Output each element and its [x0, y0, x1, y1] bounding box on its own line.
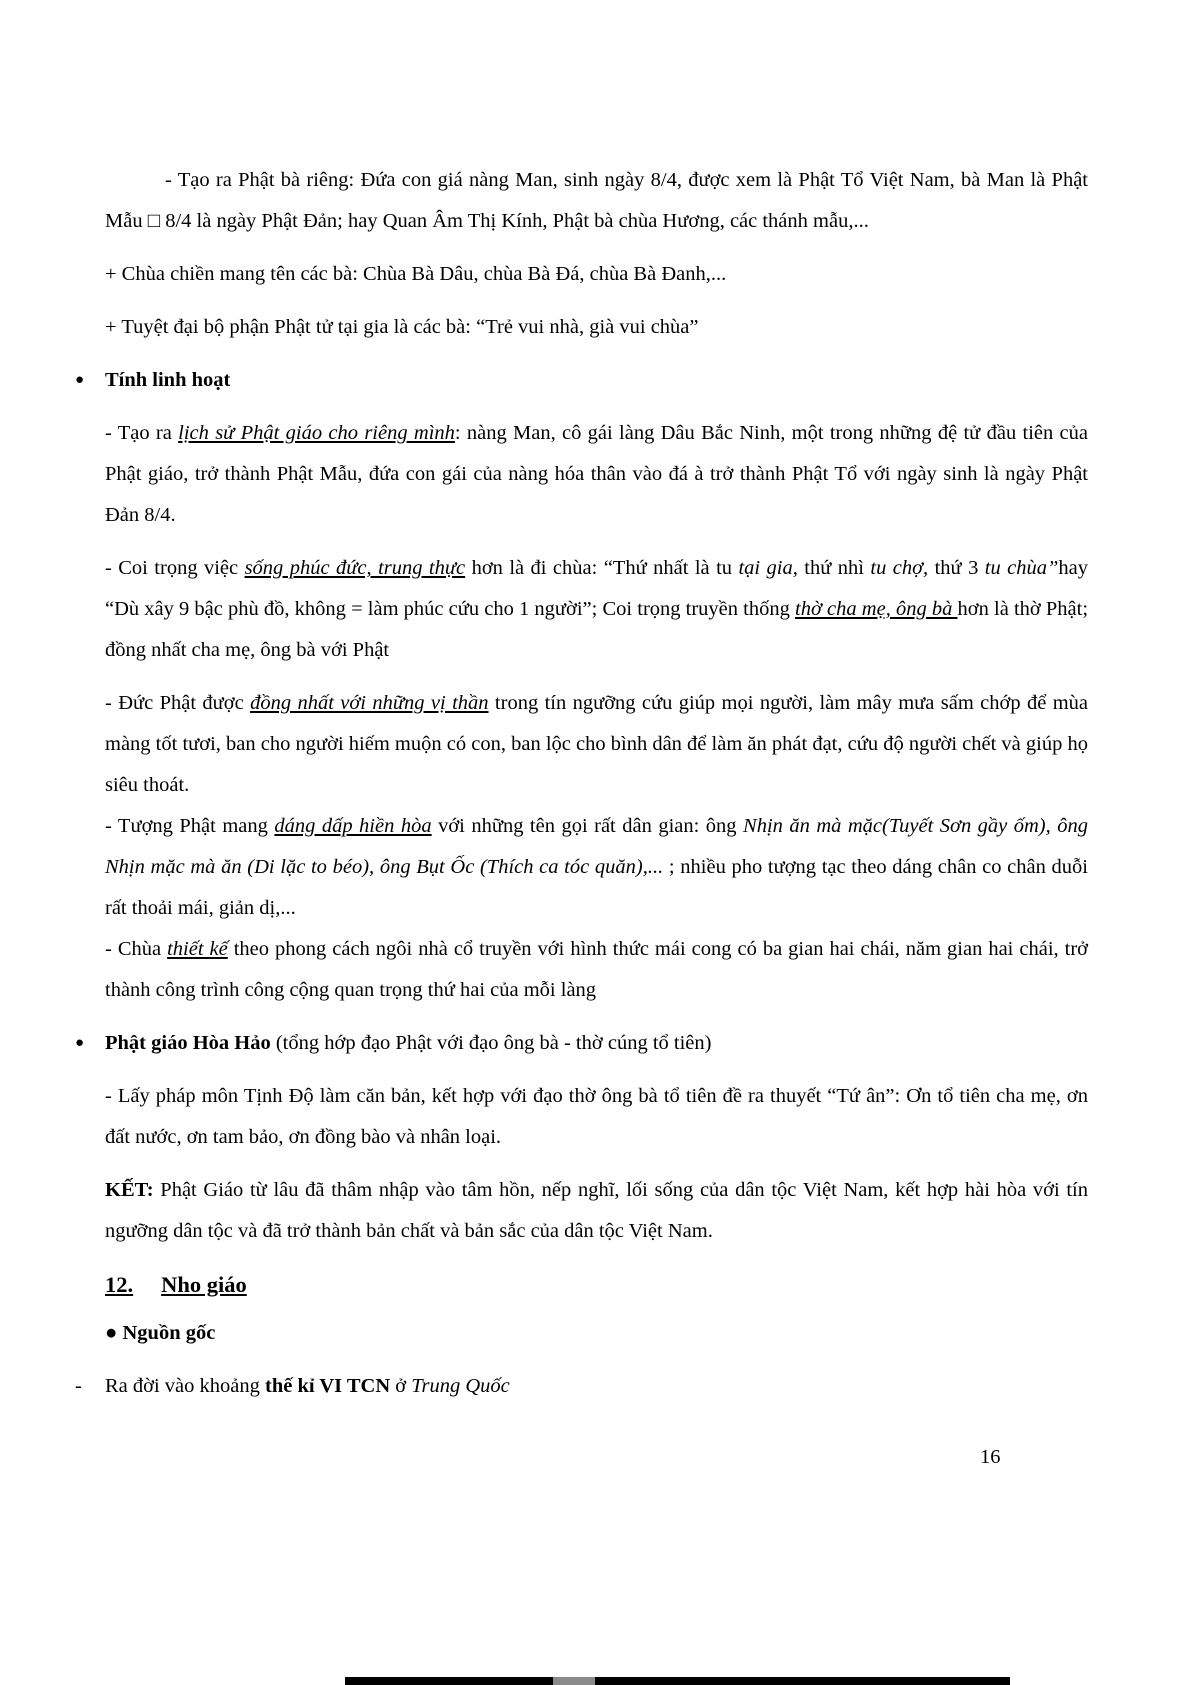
heading-number: 12. [105, 1272, 134, 1297]
paragraph [105, 160, 1088, 242]
text-run: tu chùa” [984, 557, 1059, 579]
text-run: ● Nguồn gốc [105, 1322, 216, 1344]
text-run: + Tuyệt đại bộ phận Phật tử tại gia là các bà: “Trẻ vui nhà, già vui chùa” [105, 316, 699, 338]
bullet-marker: ● [75, 372, 85, 388]
text-run: - Tạo ra Phật bà riêng: Đứa con giá nàng Man, sinh ngày 8/4, được xem là Phật Tổ Việt Nam, bà Man là Phật Mẫu □ 8/4 là ngày Phật Đản; hay Quan Âm Thị Kính, Phật bà chùa Hương, các thánh mẫu,... [105, 169, 1088, 232]
page-number: 16 [980, 1446, 1001, 1468]
text-run: với những tên gọi rất dân gian: ông [431, 815, 744, 837]
paragraph [75, 1023, 1088, 1064]
text-run: theo phong cách ngôi nhà cổ truyền với hình thức mái cong có ba gian hai chái, năm gian hai chái, trở thành công trình công cộng quan trọng thứ hai của mỗi làng [105, 938, 1088, 1001]
text-run: + Chùa chiền mang tên các bà: Chùa Bà Dâu, chùa Bà Đá, chùa Bà Đanh,... [105, 263, 727, 285]
text-run: Phật giáo Hòa Hảo [105, 1032, 271, 1054]
text-run: : nàng Man, cô gái làng Dâu Bắc Ninh, một trong những đệ tử đầu tiên của Phật giáo, trở thành Phật Mẫu, đứa con gái của nàng hóa thân vào đá à trở thành Phật Tổ với ngày sinh là ngày Phật Đản 8/4. [105, 422, 1088, 526]
paragraph [105, 1076, 1088, 1158]
paragraph [105, 307, 1088, 348]
text-run: (tổng hớp đạo Phật với đạo ông bà - thờ cúng tổ tiên) [270, 1032, 712, 1054]
text-run: thiết kế [167, 938, 228, 960]
text-run: Tính linh hoạt [105, 369, 231, 391]
text-run: Ra đời vào khoảng [105, 1375, 266, 1397]
text-run: Trung Quốc [411, 1375, 510, 1397]
text-run: sống phúc đức, trung thực [244, 557, 466, 579]
text-run: đồng nhất với những vị thần [250, 692, 489, 714]
text-run: thế kỉ VI TCN [265, 1375, 391, 1397]
paragraph [105, 254, 1088, 295]
paragraph [105, 413, 1088, 536]
paragraph [75, 360, 1088, 401]
text-run: thứ nhì [797, 557, 871, 579]
paragraph [105, 806, 1088, 929]
text-run: ; nhiều pho tượng tạc theo dáng chân co chân duỗi rất thoải mái, giản dị,... [105, 856, 1088, 919]
text-run: - Coi trọng việc [105, 557, 245, 579]
text-run: Phật Giáo từ lâu đã thâm nhập vào tâm hồn, nếp nghĩ, lối sống của dân tộc Việt Nam, kết hợp hài hòa với tín ngưỡng dân tộc và đã trở thành bản chất và bản sắc của dân tộc Việt Nam. [105, 1179, 1088, 1242]
text-run: dáng dấp hiền hòa [274, 815, 432, 837]
bottom-bar [345, 1677, 1010, 1685]
text-run: - Lấy pháp môn Tịnh Độ làm căn bản, kết hợp với đạo thờ ông bà tổ tiên đề ra thuyết “Tứ ân”: Ơn tổ tiên cha mẹ, ơn đất nước, ơn tam bảo, ơn đồng bào và nhân loại. [105, 1085, 1088, 1148]
text-run: - Tạo ra [105, 422, 179, 444]
text-run: tu chợ, [870, 557, 929, 579]
paragraph [105, 548, 1088, 671]
text-run: thờ cha mẹ, ông bà [795, 598, 958, 620]
text-run: ở [390, 1375, 412, 1397]
dash-marker: - [75, 1375, 82, 1397]
text-run: thứ 3 [928, 557, 985, 579]
paragraph [75, 1366, 1088, 1407]
text-run: Nhịn ăn mà mặc(Tuyết Sơn gầy ốm), ông Nhịn mặc mà ăn (Di lặc to béo), ông Bụt Ốc (Thích ca tóc quăn),... [105, 815, 1088, 878]
paragraph [105, 683, 1088, 806]
text-run: hơn là đi chùa: “Thứ nhất là tu [465, 557, 739, 579]
section-heading [105, 1264, 1088, 1305]
text-run: hơn là thờ Phật; đồng nhất cha mẹ, ông bà với Phật [105, 598, 1089, 661]
paragraph [105, 1313, 1088, 1354]
text-run: - Đức Phật được [105, 692, 251, 714]
text-run: - Tượng Phật mang [105, 815, 275, 837]
text-run: KẾT: [105, 1179, 154, 1201]
text-run: lịch sử Phật giáo cho riêng mình [178, 422, 455, 444]
text-run: - Chùa [105, 938, 168, 960]
text-run: hay “Dù xây 9 bậc phù đồ, không = làm phúc cứu cho 1 người”; Coi trọng truyền thống [105, 557, 1088, 620]
paragraph [105, 929, 1088, 1011]
bottom-bar-segment [553, 1677, 595, 1685]
paragraph [105, 1170, 1088, 1252]
text-run: Nho giáo [161, 1272, 247, 1297]
bullet-marker: ● [75, 1035, 85, 1051]
document-content [75, 160, 1089, 1419]
text-run: tại gia, [738, 557, 798, 579]
text-run: trong tín ngưỡng cứu giúp mọi người, làm mây mưa sấm chớp để mùa màng tốt tươi, ban cho người hiếm muộn có con, ban lộc cho bình dân để làm ăn phát đạt, cứu độ người chết và giúp họ siêu thoát. [105, 692, 1088, 796]
